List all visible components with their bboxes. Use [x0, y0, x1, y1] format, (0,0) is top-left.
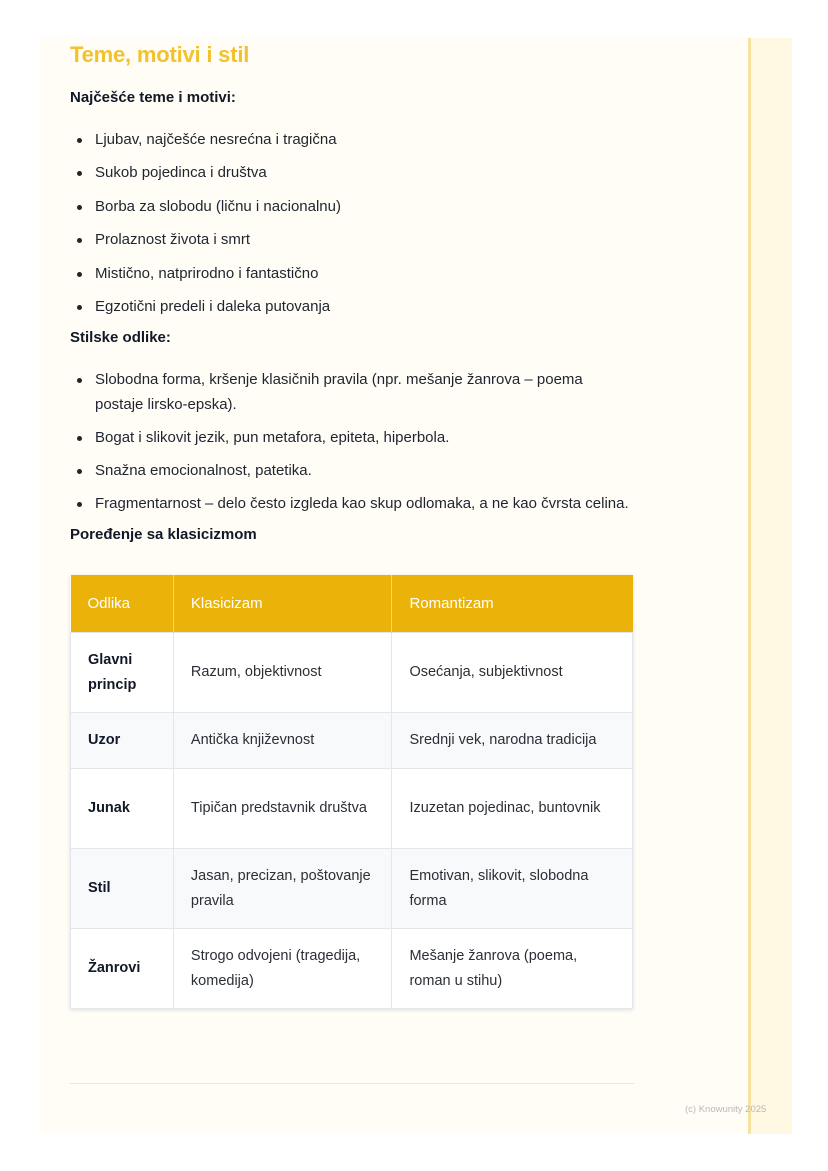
list-item: Sukob pojedinca i društva: [70, 160, 634, 185]
table-cell-romanticism: Mešanje žanrova (poema, roman u stihu): [392, 929, 633, 1009]
table-cell-feature: Žanrovi: [71, 929, 174, 1009]
table-cell-feature: Junak: [71, 769, 174, 849]
table-header-row: [71, 575, 633, 633]
table-header-cell: Klasicizam: [173, 575, 392, 633]
table-row: [71, 849, 633, 929]
table-cell-romanticism: Emotivan, slikovit, slobodna forma: [392, 849, 633, 929]
table-cell-classicism: Antička književnost: [173, 713, 392, 769]
list-item: Bogat i slikovit jezik, pun metafora, epiteta, hiperbola.: [70, 425, 634, 450]
list-item: Fragmentarnost – delo često izgleda kao skup odlomaka, a ne kao čvrsta celina.: [70, 491, 634, 516]
footer-divider: [70, 1083, 634, 1084]
table-row: [71, 633, 633, 713]
comparison-table: [70, 575, 633, 1009]
table-cell-romanticism: Srednji vek, narodna tradicija: [392, 713, 633, 769]
style-heading: Stilske odlike:: [70, 329, 171, 347]
section-title: Teme, motivi i stil: [70, 42, 250, 67]
themes-heading: Najčešće teme i motivi:: [70, 89, 236, 106]
list-item: Snažna emocionalnost, patetika.: [70, 458, 634, 483]
themes-list: [70, 127, 634, 319]
list-item: Egzotični predeli i daleka putovanja: [70, 294, 634, 319]
table-cell-feature: Stil: [71, 849, 174, 929]
table-cell-classicism: Jasan, precizan, poštovanje pravila: [173, 849, 392, 929]
table-row: [71, 769, 633, 849]
table-cell-romanticism: Osećanja, subjektivnost: [392, 633, 633, 713]
list-item: Mistično, natprirodno i fantastično: [70, 261, 634, 286]
table-row: [71, 713, 633, 769]
table-cell-feature: Uzor: [71, 713, 174, 769]
table-header-cell: Romantizam: [392, 575, 633, 633]
main-content: [70, 40, 634, 1009]
style-list: [70, 367, 634, 516]
list-item: Prolaznost života i smrt: [70, 227, 634, 252]
side-margin-strip: [748, 38, 792, 1134]
table-cell-classicism: Tipičan predstavnik društva: [173, 769, 392, 849]
copyright-text: (c) Knowunity 2025: [685, 1104, 767, 1115]
table-cell-classicism: Strogo odvojeni (tragedija, komedija): [173, 929, 392, 1009]
table-row: [71, 929, 633, 1009]
comparison-heading: Poređenje sa klasicizmom: [70, 526, 257, 544]
table-cell-feature: Glavni princip: [71, 633, 174, 713]
list-item: Ljubav, najčešće nesrećna i tragična: [70, 127, 634, 152]
table-cell-romanticism: Izuzetan pojedinac, buntovnik: [392, 769, 633, 849]
table-header-cell: Odlika: [71, 575, 174, 633]
list-item: Borba za slobodu (ličnu i nacionalnu): [70, 194, 634, 219]
table-cell-classicism: Razum, objektivnost: [173, 633, 392, 713]
list-item: Slobodna forma, kršenje klasičnih pravila (npr. mešanje žanrova – poema postaje lirsko-epska).: [70, 367, 634, 417]
